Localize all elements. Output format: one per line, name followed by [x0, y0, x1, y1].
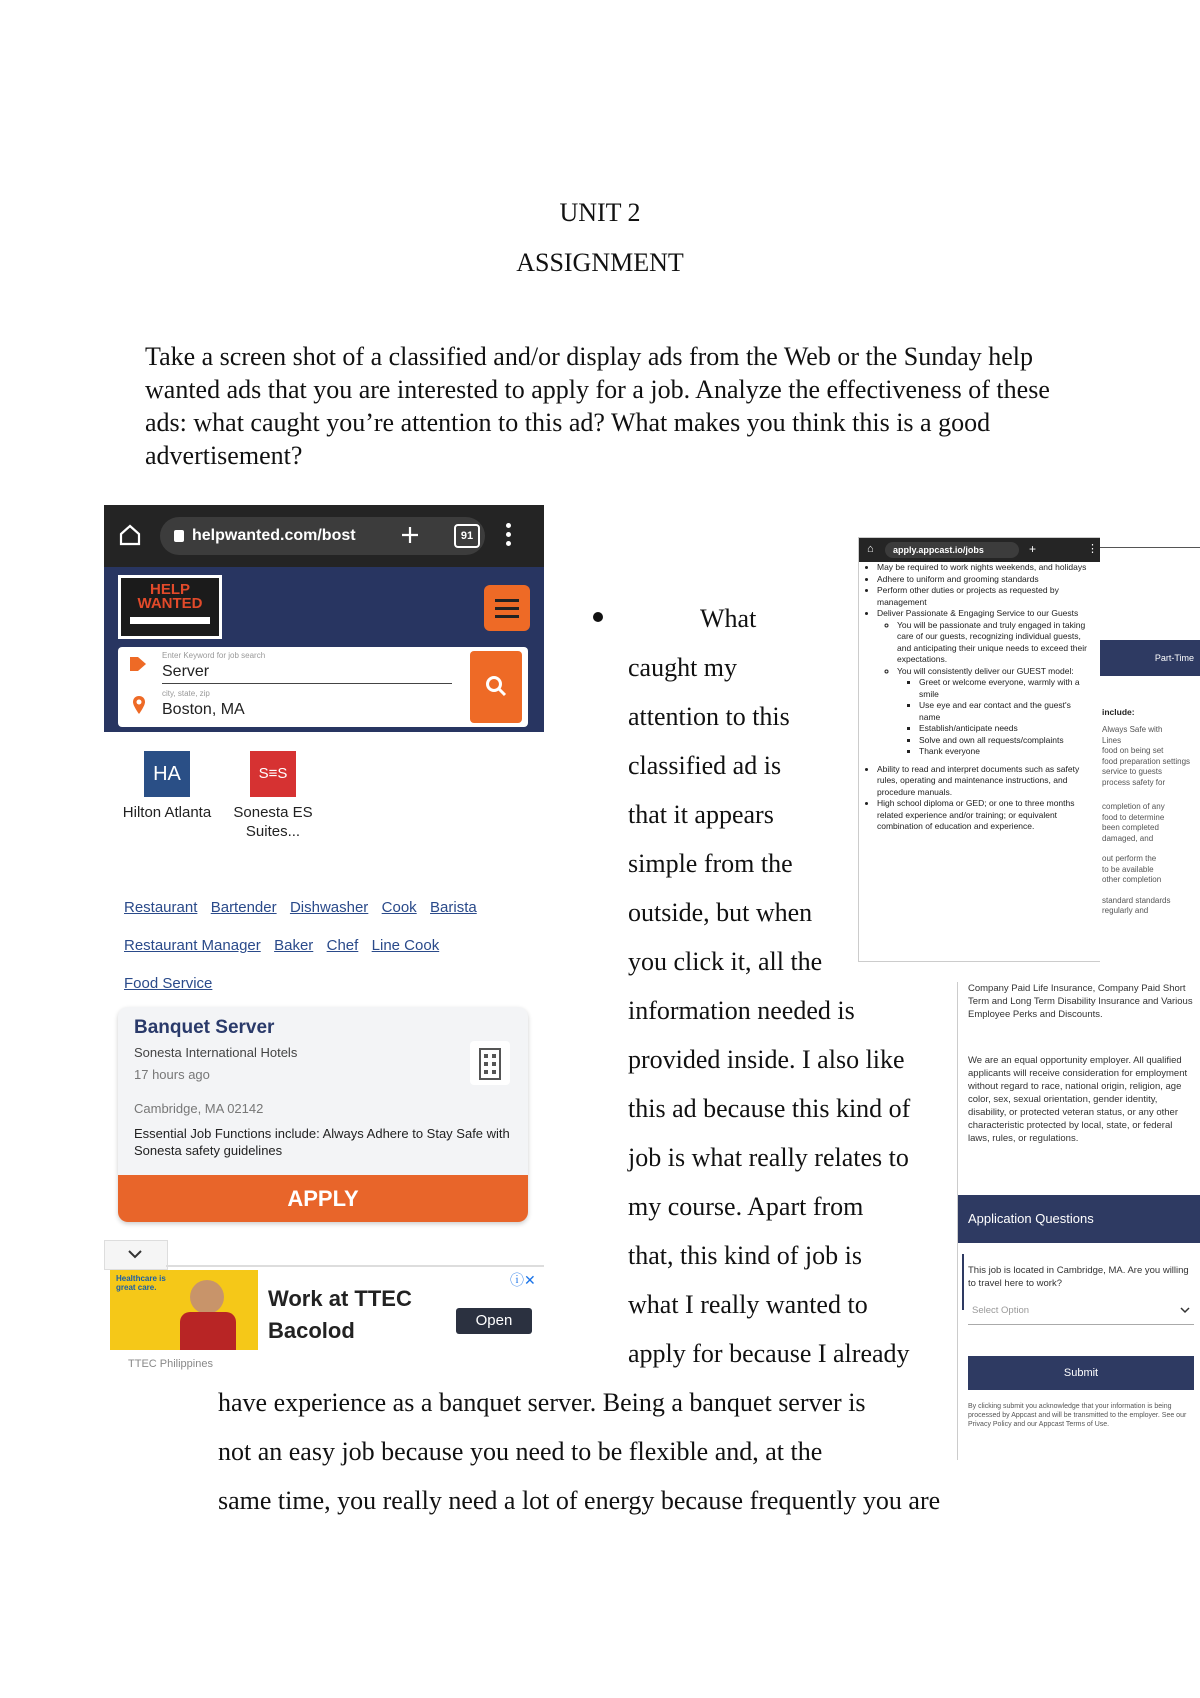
assignment-instructions: Take a screen shot of a classified and/or display ads from the Web or the Sunday help wanted ads that you are interested to apply for a job. Analyze the effectiveness of these ads: what caught you’re attention to this ad? What makes you think this is a good advertisement? — [145, 342, 1050, 470]
sonesta-badge[interactable]: S≡S — [250, 751, 296, 797]
duty-subitem: ◦ You will consistently deliver our GUEST model: — [897, 666, 1091, 678]
chevron-down-icon — [127, 1249, 143, 1259]
job-functions: Essential Job Functions include: Always Adhere to Stay Safe with Sonesta safety guidelines — [134, 1126, 510, 1158]
url-bar[interactable]: apply.appcast.io/jobs — [885, 542, 1019, 558]
category-link[interactable]: Dishwasher — [289, 899, 369, 916]
analysis-line: that, this kind of job is — [628, 1241, 862, 1270]
ad-open-button[interactable]: Open — [456, 1308, 532, 1334]
benefits-text: Company Paid Life Insurance, Company Paid Short Term and Long Term Disability Insurance and Various Employee Perks and Discounts. — [968, 983, 1193, 1020]
plus-icon[interactable] — [400, 525, 420, 545]
category-link[interactable]: Bartender — [210, 899, 277, 916]
hilton-atlanta-name[interactable]: Hilton Atlanta — [122, 804, 212, 821]
assignment-heading: ASSIGNMENT — [516, 248, 684, 277]
select-placeholder: Select Option — [972, 1305, 1030, 1316]
job-search-form — [118, 647, 528, 727]
lock-icon — [174, 530, 184, 542]
ad-headline: Work at TTEC — [268, 1286, 412, 1311]
url-text: helpwanted.com/bost — [192, 527, 356, 544]
chevron-down-icon — [1180, 1307, 1190, 1314]
analysis-line: attention to this — [628, 702, 790, 731]
job-card[interactable] — [118, 1007, 528, 1222]
side-line: been completed — [1102, 823, 1159, 832]
logo-line2: WANTED — [137, 595, 203, 612]
analysis-line: provided inside. I also like — [628, 1045, 905, 1074]
ttec-ad[interactable] — [104, 1270, 544, 1375]
side-line: Lines — [1102, 735, 1122, 745]
analysis-line: What — [700, 604, 757, 633]
side-line: Always Safe with — [1102, 725, 1163, 734]
side-line: standard standards — [1102, 895, 1171, 905]
job-company: Sonesta International Hotels — [134, 1045, 298, 1060]
browser-toolbar — [859, 538, 1101, 562]
duty-item: • Perform other duties or projects as requested by management — [877, 585, 1091, 608]
tag-icon — [128, 655, 148, 673]
side-line: other completion — [1102, 875, 1162, 884]
analysis-line: this ad because this kind of — [628, 1094, 911, 1123]
eeo-statement: We are an equal opportunity employer. All qualified applicants will receive consideration for employment without regard to race, national origin, religion, age color, sex, sexual orientation, gender identity, disability, or protected veteran status, or any other characteristic protected by local, state, or federal laws, rules, or regulations. — [968, 1055, 1188, 1144]
application-questions-header: Application Questions — [958, 1195, 1200, 1243]
terms-text: By clicking submit you acknowledge that your information is being processed by Appcast and will be transmitted to the employer. See our Privacy Policy and our Appcast Terms of Use. — [968, 1403, 1187, 1428]
appcast-side-strip — [1100, 537, 1200, 982]
side-line: out perform the — [1102, 854, 1157, 863]
requirement-item: • Ability to read and interpret documents such as safety rules, operating and maintenance instructions, and procedure manuals. — [877, 764, 1091, 799]
analysis-line: information needed is — [628, 996, 855, 1025]
more-menu-icon[interactable]: ⋮ — [1087, 543, 1098, 555]
category-link[interactable]: Baker — [274, 937, 314, 954]
analysis-line: caught my — [628, 653, 738, 682]
side-line: process safety for — [1102, 777, 1166, 787]
category-link[interactable]: Line Cook — [371, 937, 440, 954]
side-line: food to determine — [1102, 812, 1165, 822]
analysis-line: same time, you really need a lot of energy because frequently you are — [218, 1486, 941, 1515]
duty-item: • May be required to work nights weekends, and holidays — [877, 562, 1091, 574]
guest-model-item: ▪ Thank everyone — [919, 746, 1091, 758]
analysis-line: outside, but when — [628, 898, 813, 927]
plus-icon[interactable]: + — [1029, 542, 1037, 556]
job-location: Cambridge, MA 02142 — [134, 1101, 264, 1116]
side-line: service to guests — [1102, 767, 1163, 776]
guest-model-item: ▪ Greet or welcome everyone, warmly with a smile — [919, 677, 1091, 700]
appcast-application-screenshot — [957, 982, 1200, 1460]
duty-item: • Adhere to uniform and grooming standards — [877, 574, 1091, 586]
unit-heading: UNIT 2 — [559, 198, 641, 227]
side-line: completion of any — [1102, 802, 1165, 811]
hilton-atlanta-badge[interactable]: HA — [144, 751, 190, 797]
side-line: to be available — [1102, 864, 1154, 874]
submit-button[interactable]: Submit — [968, 1356, 1194, 1390]
ad-close-icon[interactable]: ⓘ✕ — [510, 1272, 536, 1288]
analysis-line: job is what really relates to — [628, 1143, 909, 1172]
keyword-input[interactable]: Server — [162, 663, 452, 684]
analysis-line: have experience as a banquet server. Being a banquet server is — [218, 1388, 866, 1417]
duty-item: • Deliver Passionate & Engaging Service to our Guests — [877, 608, 1091, 620]
analysis-line: not an easy job because you need to be flexible and, at the — [218, 1437, 823, 1466]
location-label: city, state, zip — [162, 689, 210, 698]
side-line: food on being set — [1102, 746, 1164, 755]
bullet-marker — [593, 612, 603, 622]
building-icon — [470, 1041, 510, 1085]
side-text — [1102, 725, 1198, 917]
analysis-line: that it appears — [628, 800, 774, 829]
side-heading: include: — [1102, 707, 1135, 717]
category-link[interactable]: Restaurant — [124, 899, 198, 916]
analysis-line: apply for because I already — [628, 1339, 910, 1368]
requirement-item: • High school diploma or GED; or one to three months related experience and/or training; or equivalent combination of education and experience. — [877, 798, 1091, 833]
location-pin-icon — [132, 695, 146, 715]
analysis-line: classified ad is — [628, 751, 782, 780]
guest-model-item: ▪ Solve and own all requests/complaints — [919, 735, 1091, 747]
hamburger-menu-icon[interactable] — [484, 585, 530, 631]
tabs-icon[interactable]: 91 — [454, 524, 480, 548]
job-title[interactable]: Banquet Server — [134, 1017, 275, 1038]
helpwanted-logo[interactable] — [118, 575, 222, 639]
side-line: food preparation settings — [1102, 756, 1191, 766]
search-icon — [485, 675, 507, 697]
collapse-tab[interactable] — [104, 1240, 168, 1270]
logo-line1: HELP — [149, 581, 190, 598]
person-head-icon — [190, 1280, 224, 1314]
ad-advertiser: TTEC Philippines — [128, 1358, 213, 1370]
category-link[interactable]: Cook — [381, 899, 417, 916]
home-icon[interactable]: ⌂ — [867, 543, 874, 555]
category-link[interactable]: Food Service — [124, 975, 213, 992]
question-select[interactable] — [968, 1296, 1194, 1325]
job-description — [863, 562, 1091, 833]
part-time-button[interactable]: Part-Time — [1100, 640, 1200, 676]
search-button[interactable] — [470, 651, 522, 723]
sonesta-name[interactable]: Sonesta ES Suites... — [233, 804, 313, 840]
analysis-continued — [218, 1378, 1018, 1525]
home-icon[interactable] — [118, 523, 142, 547]
analysis-line: my course. Apart from — [628, 1192, 864, 1221]
guest-model-item: ▪ Establish/anticipate needs — [919, 723, 1091, 735]
duty-subitem: ◦ You will be passionate and truly engaged in taking care of our guests, recognizing individual guests, and anticipating their unique needs to exceed their expectations. — [897, 620, 1091, 666]
category-link[interactable]: Restaurant Manager — [124, 937, 261, 954]
category-links — [124, 889, 544, 1003]
apply-button[interactable]: APPLY — [118, 1175, 528, 1222]
keyword-label: Enter Keyword for job search — [162, 651, 266, 660]
ad-subheadline: Bacolod — [268, 1318, 355, 1343]
ad-image — [110, 1270, 258, 1350]
analysis-line: simple from the — [628, 849, 793, 878]
browser-toolbar — [104, 505, 544, 567]
side-line: damaged, and — [1102, 833, 1154, 843]
appcast-description-screenshot — [858, 537, 1102, 962]
analysis-line: what I really wanted to — [628, 1290, 868, 1319]
url-bar[interactable] — [160, 517, 485, 555]
person-body-icon — [180, 1312, 236, 1350]
ad-image-text: Healthcare is great care. — [116, 1274, 166, 1292]
question-text: This job is located in Cambridge, MA. Are you willing to travel here to work? — [968, 1265, 1189, 1289]
more-menu-icon[interactable] — [506, 523, 511, 549]
category-link[interactable]: Barista — [430, 899, 477, 916]
location-input[interactable]: Boston, MA — [162, 701, 245, 718]
analysis-line: you click it, all the — [628, 947, 823, 976]
side-line: regularly and — [1102, 906, 1149, 915]
job-posted: 17 hours ago — [134, 1067, 210, 1082]
helpwanted-screenshot — [104, 505, 544, 1375]
category-link[interactable]: Chef — [326, 937, 359, 954]
site-header — [104, 567, 544, 732]
guest-model-item: ▪ Use eye and ear contact and the guest's name — [919, 700, 1091, 723]
